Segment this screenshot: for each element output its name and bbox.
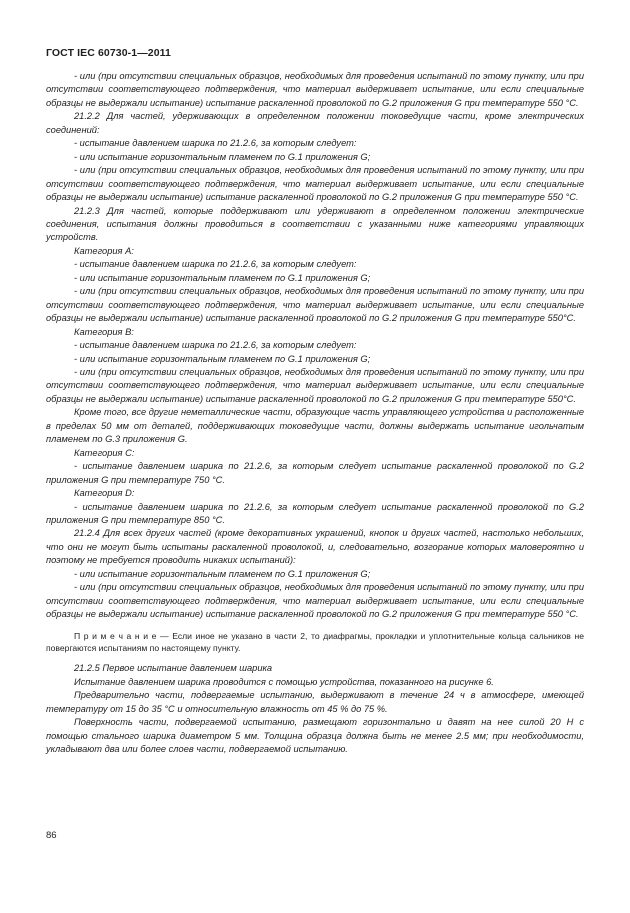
paragraph: Кроме того, все другие неметаллические части, образующие часть управляющего устройства и расположенные в пределах 50 мм от деталей, поддерживающих токоведущие части, должны выдержать испытание игольчатым пламенем по G.3 приложения G. bbox=[46, 407, 584, 445]
paragraph: - или испытание горизонтальным пламенем по G.1 приложения G; bbox=[74, 568, 371, 579]
clause-21-2-2: 21.2.2 Для частей, удерживающих в определенном положении токоведущие части, кроме электрических соединений: bbox=[46, 111, 584, 135]
paragraph: Испытание давлением шарика проводится с помощью устройства, показанного на рисунке 6. bbox=[74, 676, 494, 687]
document-header: ГОСТ IEC 60730-1—2011 bbox=[46, 47, 171, 59]
category-c-heading: Категория С: bbox=[74, 447, 135, 458]
clause-21-2-4: 21.2.4 Для всех других частей (кроме декоративных украшений, кнопок и других частей, настолько небольших, что они не могут быть испытаны раскаленной проволокой, и, следовательно, возгорание которых маловероятно и поэтому не требуется проводить никаких испытаний): bbox=[46, 528, 584, 566]
category-d-heading: Категория D: bbox=[74, 488, 135, 499]
paragraph: - или (при отсутствии специальных образцов, необходимых для проведения испытаний по этому пункту, или при отсутствии соответствующего подтверждения, что материал выдерживает испытание, или если специальные образцы не выдержали испытание) испытание раскаленной проволокой по G.2 приложения G при температуре 550°С. bbox=[46, 366, 584, 404]
paragraph: - или (при отсутствии специальных образцов, необходимых для проведения испытаний по этому пункту, или при отсутствии соответствующего подтверждения, что материал выдерживает испытание, или если специальные образцы не выдержали испытание) испытание раскаленной проволокой по G.2 приложения G при температуре 550°С. bbox=[46, 286, 584, 324]
clause-21-2-5-heading: 21.2.5 Первое испытание давлением шарика bbox=[74, 663, 273, 674]
document-body bbox=[46, 70, 584, 757]
category-a-heading: Категория А: bbox=[74, 245, 134, 256]
paragraph: - испытание давлением шарика по 21.2.6, за которым следует: bbox=[74, 138, 357, 149]
paragraph: - или испытание горизонтальным пламенем по G.1 приложения G; bbox=[74, 151, 371, 162]
paragraph: - или (при отсутствии специальных образцов, необходимых для проведения испытаний по этому пункту, или при отсутствии соответствующего подтверждения, что материал выдерживает испытание, или если специальные образцы не выдержали испытание) испытание раскаленной проволокой по G.2 приложения G при температуре 550 °С. bbox=[46, 165, 584, 203]
paragraph: - испытание давлением шарика по 21.2.6, за которым следует испытание раскаленной проволокой по G.2 приложения G при температуре 850 °С. bbox=[46, 501, 584, 525]
paragraph: Поверхность части, подвергаемой испытанию, размещают горизонтально и давят на нее силой 20 Н с помощью стального шарика диаметром 5 мм. Толщина образца должна быть не менее 2.5 мм; при необходимости, укладывают два или более слоев части, подвергаемой испытанию. bbox=[46, 717, 584, 755]
paragraph: - или испытание горизонтальным пламенем по G.1 приложения G; bbox=[74, 272, 371, 283]
paragraph: Предварительно части, подвергаемые испытанию, выдерживают в течение 24 ч в атмосфере, имеющей температуру от 15 до 35 °С и относительную влажность от 45 % до 75 %. bbox=[46, 690, 584, 714]
paragraph: - или испытание горизонтальным пламенем по G.1 приложения G; bbox=[74, 353, 371, 364]
paragraph: - или (при отсутствии специальных образцов, необходимых для проведения испытаний по этому пункту, или при отсутствии соответствующего подтверждения, что материал выдерживает испытание, или если специальные образцы не выдержали испытание) испытание раскаленной проволокой по G.2 приложения G при температуре 550 °С. bbox=[46, 582, 584, 620]
note-paragraph: П р и м е ч а н и е — Если иное не указано в части 2, то диафрагмы, прокладки и уплотнительные кольца сальников не повергаются испытаниям по настоящему пункту. bbox=[46, 630, 584, 653]
paragraph: - испытание давлением шарика по 21.2.6, за которым следует: bbox=[74, 259, 357, 270]
paragraph: - или (при отсутствии специальных образцов, необходимых для проведения испытаний по этому пункту, или при отсутствии соответствующего подтверждения, что материал выдерживает испытание, или если специальные образцы не выдержали испытание) испытание раскаленной проволокой по G.2 приложения G при температуре 550 °С. bbox=[46, 71, 584, 108]
category-b-heading: Категория В: bbox=[74, 326, 134, 337]
clause-21-2-3: 21.2.3 Для частей, которые поддерживают или удерживают в определенном положении электрические соединения, испытания должны проводиться в соответствии с указанными ниже категориями управляющих устройств. bbox=[46, 205, 584, 243]
paragraph: - испытание давлением шарика по 21.2.6, за которым следует испытание раскаленной проволокой по G.2 приложения G при температуре 750 °С. bbox=[46, 461, 584, 485]
page-number: 86 bbox=[46, 830, 57, 841]
paragraph: - испытание давлением шарика по 21.2.6, за которым следует: bbox=[74, 340, 357, 351]
